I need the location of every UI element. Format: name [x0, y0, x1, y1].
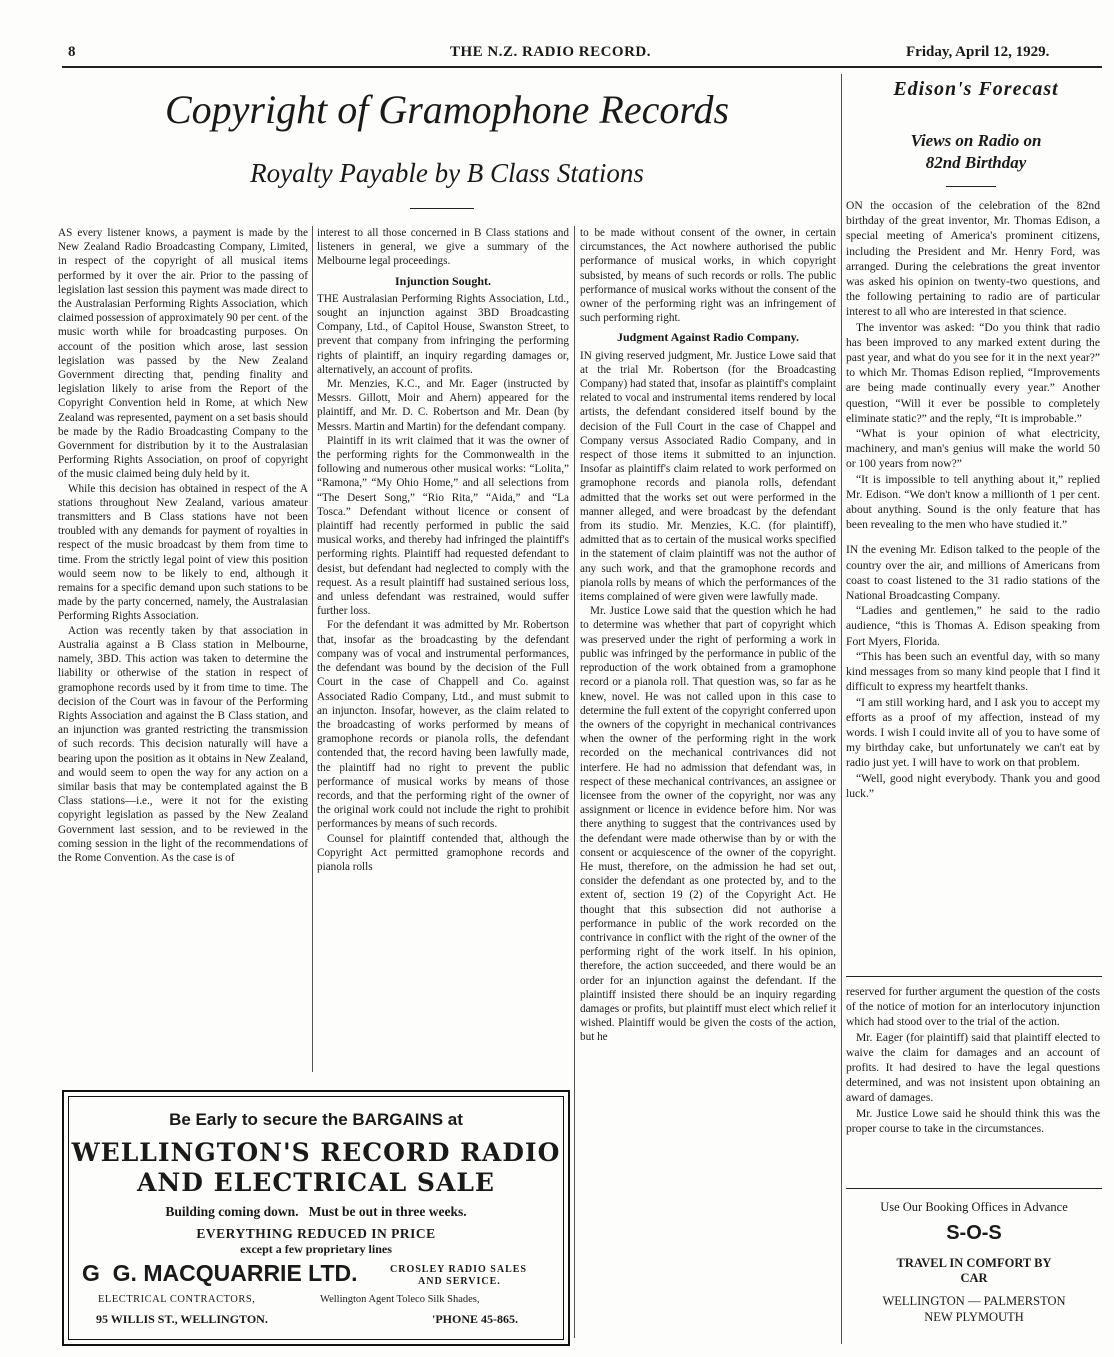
column-3-paragraph: IN giving reserved judgment, Mr. Justice Lowe said that at the trial Mr. Robertson (for the Broadcasting Company) had stated that, insofar as plaintiff's complaint related to vocal and instrumental items rendered by local artists, the defendant considered itself bound by the decision of the Full Court in the case of Chappel and Company versus Associated Radio Company, and in respect of those items it submitted to an injunction. Insofar as plaintiff's claim related to work performed on gramophone records and pianola rolls, defendant admitted that the works set out were performed in the manner alleged, and were broadcast by the defendant from its studio. Mr. Menzies, K.C. (for plaintiff), admitted that as to certain of the musical works specified in the statement of claim plaintiff was not the author of any such work, and that the gramophone records and pianola rolls by means of which the performances of the items complained of were given were lawfully made. — [580, 349, 836, 604]
edison-subtitle-line-1: Views on Radio on — [910, 131, 1042, 150]
article-column-3 — [580, 226, 836, 1338]
column-2-paragraph: Plaintiff in its writ claimed that it was the owner of the performing rights for the Commonwealth in the following and numerous other musical works: “Lolita,” “Ramona,” “My Ohio Home,” and all selections from “The Desert Song,” “Rio Rita,” “Aida,” and “La Tosca.” Defendant without licence or consent of plaintiff had recently performed in public the said musical works, and thereby had infringed the plaintiff's performing rights. Plaintiff had requested defendant to desist, but defendant had neglected to comply with the request. As a result plaintiff had sustained serious loss, and unless defendant was restrained, would suffer further loss. — [317, 434, 569, 618]
column-2-paragraph: For the defendant it was admitted by Mr. Robertson that, insofar as the broadcasting by the defendant company was of vocal and instrumental performances, the defendant was bound by the decision of the Full Court in the case of Chappell and Co. against Associated Radio Company, Ltd., and must submit to an injuncton. Insofar, however, as the claim related to the broadcasting of works performed by means of gramophone records or pianola rolls, the defendant contended that, the record having been lawfully made, the plaintiff had no right to prevent the public performance of musical works by means of those records, and that the performing right of the owner of the original work could not include the right to prohibit performances by means of such records. — [317, 619, 569, 831]
column-rule — [574, 226, 575, 1338]
continuation-paragraph: Mr. Eager (for plaintiff) said that plaintiff elected to waive the claim for damages and an account of profits. It had desired to have the legal questions determined, and was not insistent upon obtaining an award of damages. — [846, 1030, 1100, 1105]
edison-paragraph: “I am still working hard, and I ask you to accept my efforts as a proof of my affection, instead of my words. I wish I could invite all of you to have some of my birthday cake, but unfortunately we can't eat by radio just yet. I will have to work on that problem. — [846, 695, 1100, 770]
edison-paragraph: “It is impossible to tell anything about it,” replied Mr. Edison. “We don't know a millionth of 1 per cent. about anything. Sound is the only feature that has been revealing to the men who have studied it.” — [846, 472, 1100, 532]
article-continuation-column — [846, 984, 1100, 1184]
ad-building-notice: Building coming down. Must be out in three weeks. — [165, 1204, 467, 1219]
column-2-paragraph: Counsel for plaintiff contended that, although the Copyright Act permitted gramophone records and pianola rolls — [317, 832, 569, 873]
sos-route-line-2: NEW PLYMOUTH — [924, 1310, 1024, 1324]
article-column-2 — [317, 226, 569, 1072]
ad-sale-title-line-1: WELLINGTON'S RECORD RADIO — [71, 1138, 561, 1167]
column-1-paragraph: While this decision has obtained in respect of the A stations throughout New Zealand, various amateur transmitters and B Class stations have not been troubled with any demands for payment of royalties in respect of the music broadcast by them from time to time. From the strictly legal point of view this position would seem now to be likely to end, although it remains for a specific demand upon such stations to be made by the party concerned, namely, the Australasian Performing Rights Association. — [58, 482, 308, 623]
publication-name: THE N.Z. RADIO RECORD. — [450, 44, 652, 60]
column-2-intro: interest to all those concerned in B Class stations and listeners in general, we give a summary of the Melbourne legal proceedings. — [317, 227, 569, 268]
ad-except-notice: except a few proprietary lines — [240, 1242, 392, 1256]
column-3-intro: to be made without consent of the owner, in certain circumstances, the Act nowhere authorised the public performance of musical works, in which copyright subsisted, by means of such records or rolls. The public performance of musical works without the consent of the owner of the performing right was an infringement of such performing right. — [580, 227, 836, 325]
continuation-paragraph: reserved for further argument the question of the costs of the notice of motion for an interlocutory injunction which had stood over to the trial of the action. — [846, 985, 1100, 1029]
masthead-rule — [62, 66, 1102, 68]
column-1-paragraph: AS every listener knows, a payment is made by the New Zealand Radio Broadcasting Company, Limited, in respect of the copyright of all musical items performed by it over the air. Prior to the passing of legislation last session this payment was made direct to the Australasian Performing Rights Association, which claimed possession of approximately 90 per cent. of the music worth while for broadcasting purposes. On account of the position which arose, last session legislation was passed by the New Zealand Government directing that, pending finality and legislation likely to arise from the Report of the Copyright Convention held in Rome, at which New Zealand was represented, payment on a set basis should be made by the Radio Broadcasting Company to the Government for distribution by it to the Australasian Performing Rights Association, on proof of copyright of the music claimed being duly held by it. — [58, 227, 308, 481]
article-title: Copyright of Gramophone Records — [164, 87, 730, 132]
ad-sale-title-line-2: AND ELECTRICAL SALE — [137, 1168, 495, 1197]
column-2-paragraph: Mr. Menzies, K.C., and Mr. Eager (instructed by Messrs. Gillott, Moir and Ahern) appeared for the plaintiff, and Mr. D. C. Robertson and Mr. Dean (by Messrs. Martin and Martin) for the defendant company. — [317, 378, 569, 433]
injunction-heading: Injunction Sought. — [394, 273, 492, 288]
column-rule — [841, 74, 842, 1344]
judgment-heading: Judgment Against Radio Company. — [616, 330, 800, 345]
ad-contractors: ELECTRICAL CONTRACTORS, — [98, 1294, 256, 1305]
column-3-paragraph: Mr. Justice Lowe said that the question which he had to determine was whether that part of copyright which was preserved under the right of performing a work in public was infringed by the performance in public of the reproduction of the work obtained from a gramophone record or a pianola roll. That question was, so far as he knew, novel. He was not called upon in this case to determine the full extent of the copyright conferred upon the owners of the copyright in mechanical contrivances when the owner of the performing right in the work recorded on the mechanical contrivances did not interfere. He had no admission that defendant was, in respect of these mechanical contrivances, an assignee or licensee from the owner of the copyright, nor was any assignment or licence in evidence before him. Nor was there anything to suggest that the contrivances used by the defendant were made otherwise than by or with the consent or acquiescence of the owner of the copyright. He must, therefore, on the admission he had set out, consider the defendant as one protected by, and to the extent of, section 19 (2) of the Copyright Act. He thought that this subsection did not authorise a performance in public of the work recorded on the contrivance in conflict with the right of the owner of the performing right of the work itself. In his opinion, therefore, the action succeeded, and there would be an order for an injunction against the defendant. If the plaintiff insisted there should be an inquiry regarding damages or profits, but plaintiff must elect which relief it wished. Plaintiff would be given the costs of the action, but he — [580, 605, 836, 1044]
edison-paragraph: “Ladies and gentlemen,” he said to the radio audience, “this is Thomas A. Edison speaking from Fort Myers, Florida. — [846, 604, 1100, 648]
article-subtitle: Royalty Payable by B Class Stations — [250, 158, 644, 188]
edison-paragraph: “This has been such an eventful day, with so many kind messages from so many kind people that I find it difficult to express my heartfelt thanks. — [846, 649, 1100, 694]
ad-address: 95 WILLIS ST., WELLINGTON. — [96, 1312, 268, 1326]
edison-paragraph: The inventor was asked: “Do you think that radio has been improved to any marked extent during the past year, and what do you see for it in the next year?” to which Mr. Thomas Edison replied, “Improvements are being made continually every year.” Another question, “Will it ever be possible to completely eliminate static?” and the reply, “It is improbable.” — [846, 320, 1100, 425]
continuation-paragraph: Mr. Justice Lowe said he should think this was the proper course to take in the circumstances. — [846, 1106, 1100, 1135]
column-rule — [312, 226, 313, 1072]
edison-paragraph: “What is your opinion of what electricity, machinery, and man's genius will make the world 50 or 100 years from now?” — [846, 427, 1100, 471]
edison-subtitle-line-2: 82nd Birthday — [925, 153, 1027, 172]
sos-route-line-1: WELLINGTON — PALMERSTON — [882, 1294, 1066, 1308]
edison-paragraph: ON the occasion of the celebration of the 82nd birthday of the great inventor, Mr. Thomas Edison, a special meeting of America's prominent citizens, including the President and Mr. Henry Ford, was arranged. During the celebrations the great inventor was asked his opinion on twenty-two questions, and the following pertaining to radio are of particular interest to all who are interested in that science. — [846, 199, 1100, 319]
ad-crosley-line-1: CROSLEY RADIO SALES — [390, 1264, 527, 1275]
column-1-paragraph: Action was recently taken by that association in Australia against a B Class station in Melbourne, namely, 3BD. This action was taken to determine the liability or otherwise of the station in respect of gramophone records used by it from time to time. The decision of the Court was in favour of the Performing Rights Association and against the B Class station, and an injunction was granted restricting the transmission of such records. This decision naturally will have a bearing upon the position as it obtains in New Zealand, and would seem to open the way for any action on a similar basis that may be contemplated against the B Class stations—i.e., were it not for the existing copyright legislation as passed by the New Zealand Government last session, and to be reviewed in the coming session in the light of the recommendations of the Rome Convention. As the case is of — [58, 624, 308, 864]
sos-travel-line-1: TRAVEL IN COMFORT BY — [896, 1256, 1052, 1270]
edison-paragraph: IN the evening Mr. Edison talked to the people of the country over the air, and millions of Americans from coast to coast listened to the 31 radio stations of the National Broadcasting Company. — [846, 543, 1100, 603]
ad-agent: Wellington Agent Toleco Silk Shades, — [320, 1294, 480, 1305]
sos-travel-line-2: CAR — [960, 1271, 988, 1285]
title-underline — [410, 208, 474, 209]
edison-end-rule — [846, 976, 1102, 977]
edison-title-underline — [946, 186, 996, 187]
sos-brand: S-O-S — [946, 1222, 1002, 1244]
page-number: 8 — [68, 44, 76, 60]
issue-date: Friday, April 12, 1929. — [906, 44, 1050, 60]
edison-paragraph: “Well, good night everybody. Thank you and good luck.” — [846, 771, 1100, 800]
ad-phone: 'PHONE 45-865. — [432, 1312, 518, 1326]
ad-reduced-notice: EVERYTHING REDUCED IN PRICE — [196, 1226, 436, 1241]
edison-column — [846, 198, 1100, 966]
sos-booking-text: Use Our Booking Offices in Advance — [880, 1200, 1068, 1214]
ad-crosley-line-2: AND SERVICE. — [418, 1276, 501, 1287]
article-column-1 — [58, 226, 308, 1072]
ad-company-name: G G. MACQUARRIE LTD. — [82, 1260, 358, 1286]
record-sale-advertisement — [62, 1090, 570, 1346]
ad-headline: Be Early to secure the BARGAINS at — [169, 1110, 463, 1129]
edison-title: Edison's Forecast — [893, 78, 1059, 100]
continuation-end-rule — [846, 1188, 1102, 1189]
column-2-paragraph: THE Australasian Performing Rights Association, Ltd., sought an injunction against 3BD Broadcasting Company, Ltd., of Capitol House, Swanston Street, to prevent that company from infringing the performing rights of plaintiff, an inquiry regarding damages or, alternatively, an account of profits. — [317, 292, 569, 376]
